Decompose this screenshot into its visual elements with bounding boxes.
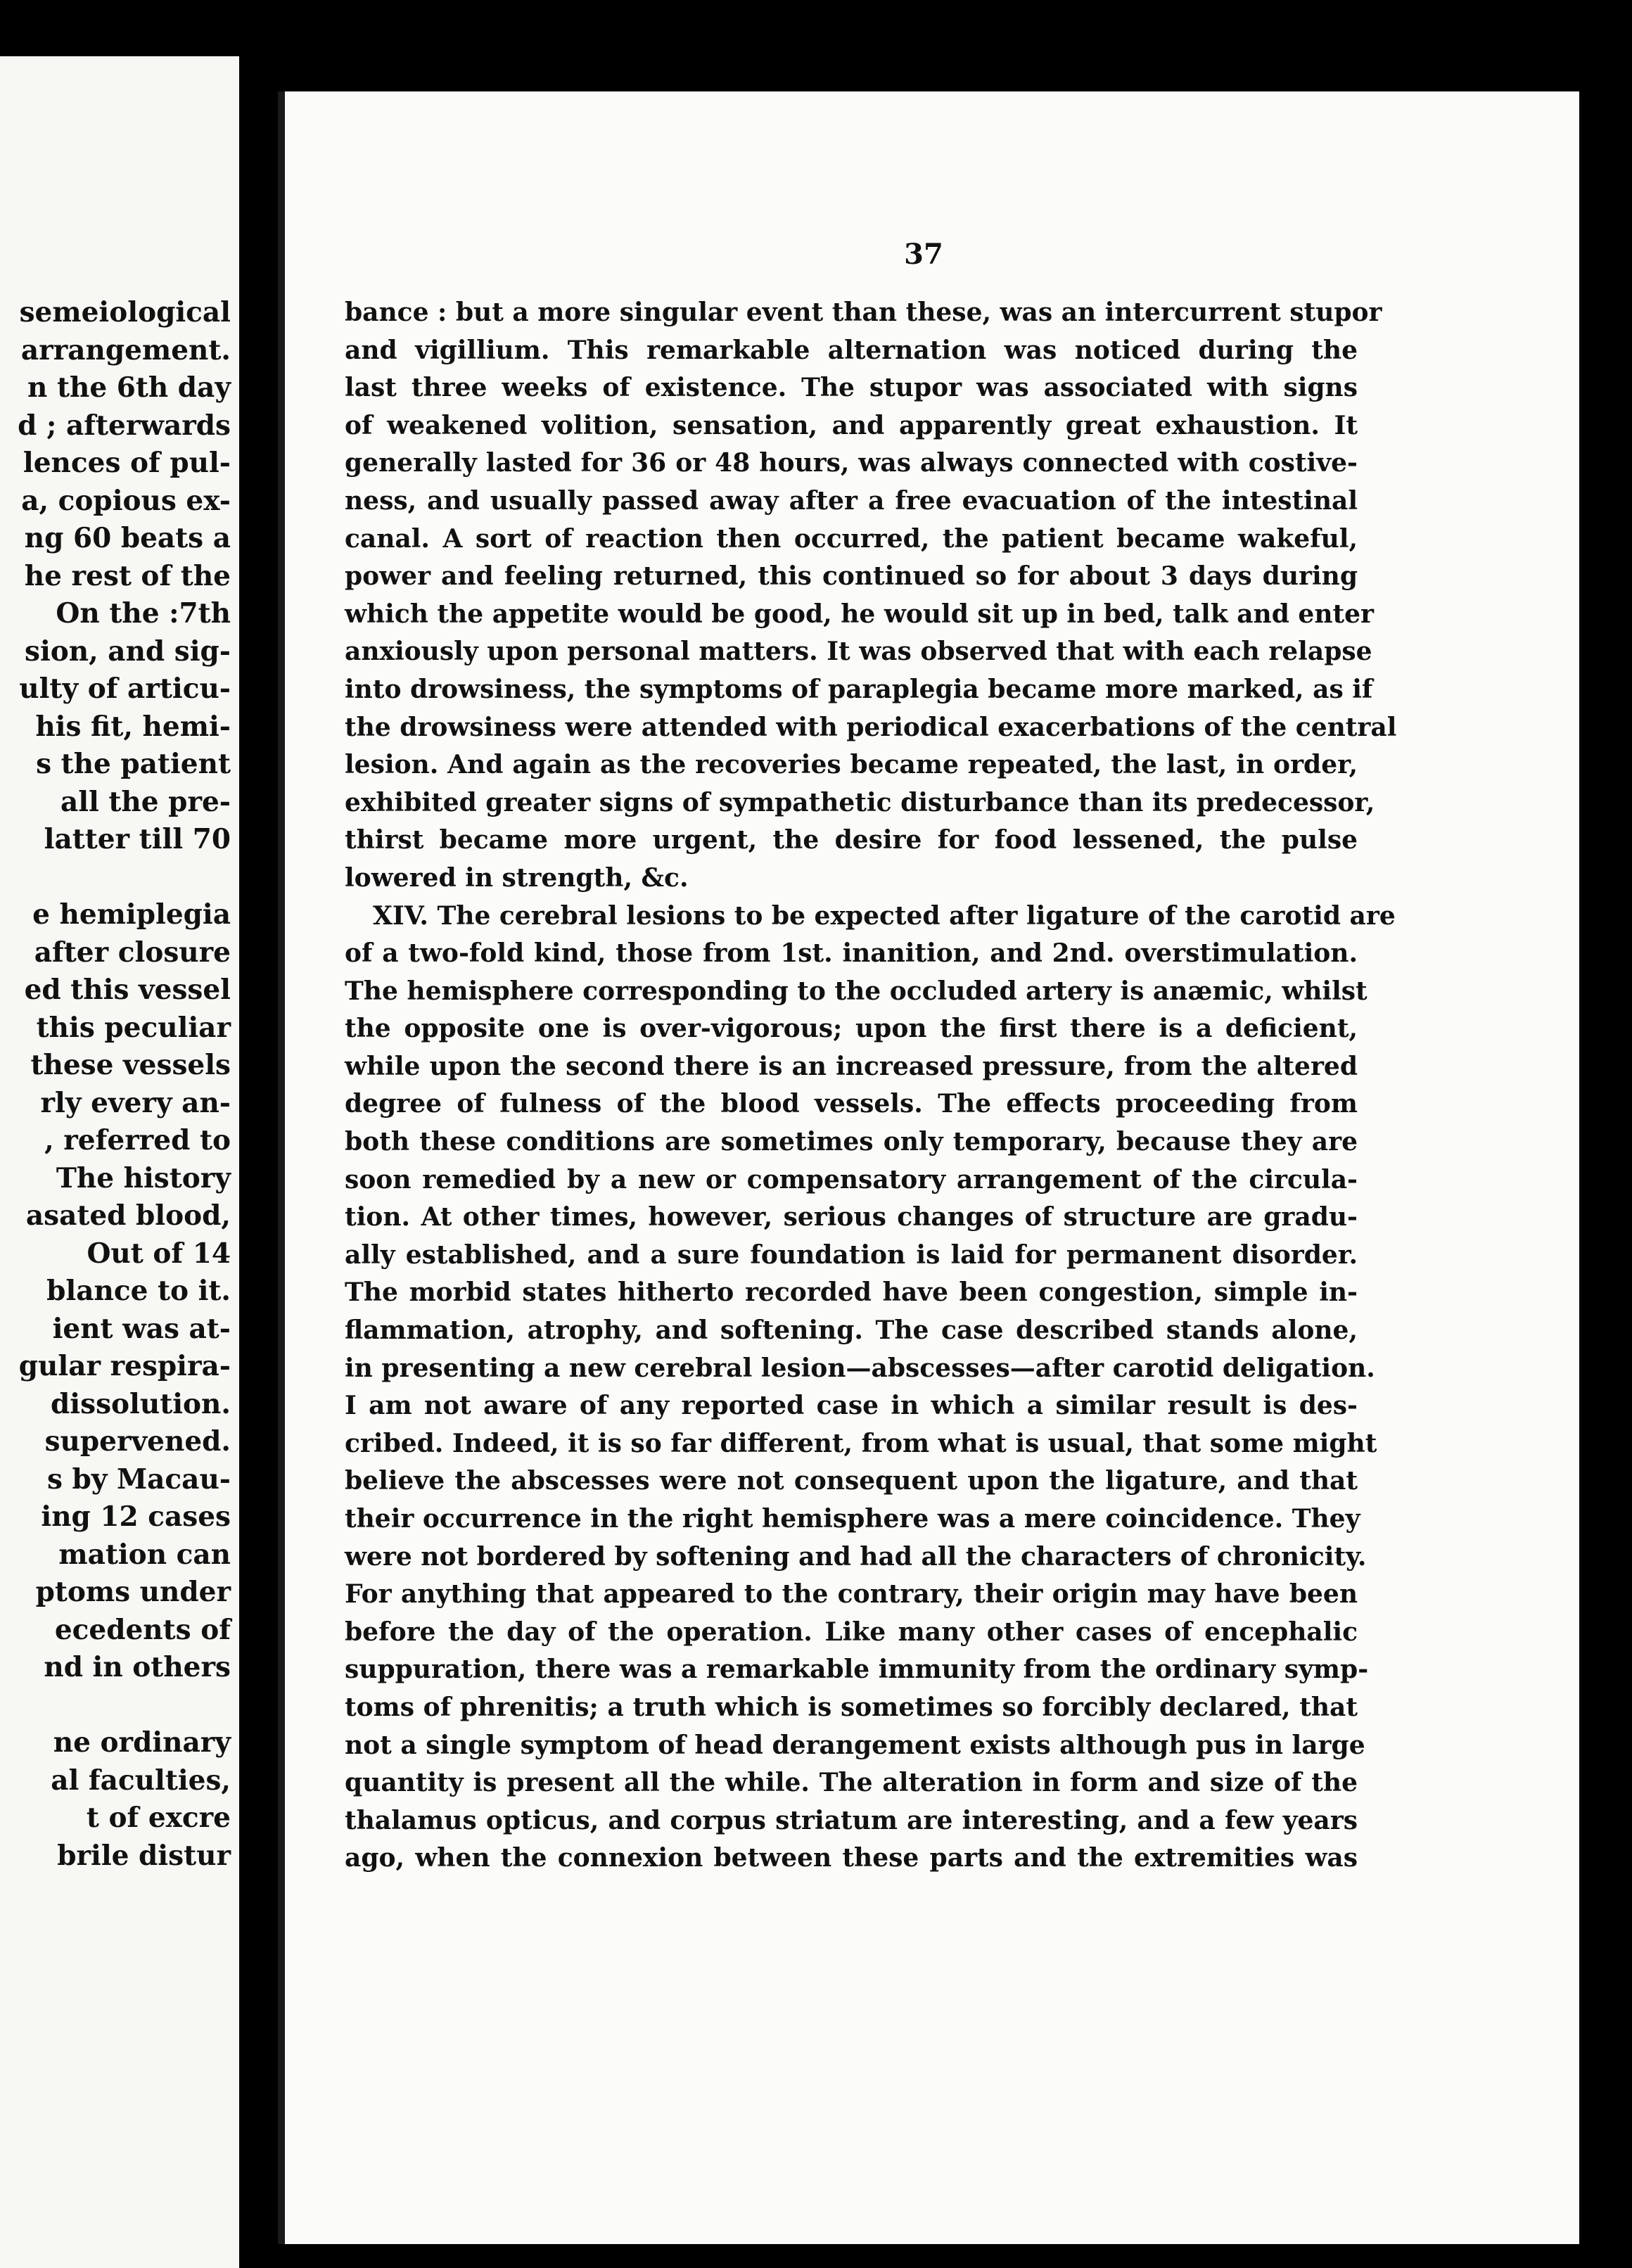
left-page-line: asated blood, <box>25 1199 231 1232</box>
text-line: in presenting a new cerebral lesion—abscesses—after carotid deligation. <box>345 1353 1375 1383</box>
left-page-line: these vessels <box>30 1049 231 1081</box>
text-line: were not bordered by softening and had all the characters of chronicity. <box>345 1541 1367 1572</box>
text-line: degree of fulness of the blood vessels. The effects proceeding from <box>345 1089 1358 1119</box>
text-line: not a single symptom of head derangement exists although pus in large <box>345 1730 1365 1760</box>
left-page-line: ient was at- <box>52 1312 231 1345</box>
left-page-line: nd in others <box>44 1651 231 1683</box>
text-line: both these conditions are sometimes only temporary, because they are <box>345 1127 1358 1157</box>
left-page-line: brile distur <box>57 1839 231 1872</box>
left-page-line: al faculties, <box>51 1764 231 1797</box>
left-page-line: ing 12 cases <box>41 1501 231 1533</box>
text-line: anxiously upon personal matters. It was observed that with each relapse <box>345 637 1372 667</box>
text-line: The morbid states hitherto recorded have been congestion, simple in- <box>345 1278 1358 1308</box>
text-line: The hemisphere corresponding to the occluded artery is anæmic, whilst <box>345 976 1368 1006</box>
left-page-line: after closure <box>34 936 231 969</box>
text-line: the drowsiness were attended with periodical exacerbations of the central <box>345 712 1397 742</box>
text-line: lesion. And again as the recoveries became repeated, the last, in order, <box>345 750 1358 780</box>
left-page-line: arrangement. <box>20 333 231 367</box>
left-page-line: n the 6th day <box>27 371 231 404</box>
text-line: ness, and usually passed away after a free evacuation of the intestinal <box>345 485 1358 516</box>
left-page-line: lences of pul- <box>23 447 231 479</box>
left-page-line: a, copious ex- <box>21 484 231 517</box>
text-line: canal. A sort of reaction then occurred, the patient became wakeful, <box>345 523 1358 554</box>
left-page-line: The history <box>56 1161 231 1194</box>
left-page-line: Out of 14 <box>87 1237 231 1270</box>
left-page-line: dissolution. <box>51 1387 231 1420</box>
left-page-line: e hemiplegia <box>32 898 231 931</box>
left-page-line: t of excre <box>86 1802 231 1834</box>
left-page-line: gular respira- <box>18 1350 231 1382</box>
text-line: their occurrence in the right hemisphere was a mere coincidence. They <box>345 1504 1360 1534</box>
text-line: thirst became more urgent, the desire for food lessened, the pulse <box>345 825 1358 855</box>
left-page-line: On the :7th <box>56 597 231 630</box>
left-page-line: s by Macau- <box>46 1463 231 1496</box>
right-page <box>278 91 1579 2244</box>
text-line: I am not aware of any reported case in which a similar result is des- <box>345 1391 1358 1421</box>
text-line: exhibited greater signs of sympathetic disturbance than its predecessor, <box>345 787 1375 817</box>
text-line: which the appetite would be good, he would sit up in bed, talk and enter <box>345 599 1374 629</box>
text-line: lowered in strength, &c. <box>345 862 689 893</box>
text-line: suppuration, there was a remarkable immunity from the ordinary symp- <box>345 1655 1369 1685</box>
text-line: bance : but a more singular event than these, was an intercurrent stupor <box>345 298 1382 327</box>
left-page-line <box>18 859 231 897</box>
text-line: last three weeks of existence. The stupor was associated with signs <box>345 373 1358 403</box>
text-line: and vigillium. This remarkable alternation was noticed during the <box>345 335 1358 365</box>
left-page-line: , referred to <box>44 1124 231 1157</box>
text-line: of weakened volition, sensation, and apparently great exhaustion. It <box>345 410 1358 440</box>
text-line: into drowsiness, the symptoms of paraplegia became more marked, as if <box>345 674 1373 704</box>
left-page-line: this peculiar <box>36 1011 231 1044</box>
binding-gutter <box>239 42 255 2268</box>
left-page-line: all the pre- <box>60 785 231 818</box>
text-line: flammation, atrophy, and softening. The case described stands alone, <box>345 1315 1358 1346</box>
text-line: ally established, and a sure foundation is laid for permanent disorder. <box>345 1240 1358 1270</box>
text-line: cribed. Indeed, it is so far different, from what is usual, that some might <box>345 1428 1377 1458</box>
text-line: ago, when the connexion between these parts and the extremities was <box>345 1843 1358 1873</box>
text-line: thalamus opticus, and corpus striatum are interesting, and a few years <box>345 1805 1358 1835</box>
text-line: soon remedied by a new or compensatory arrangement of the circula- <box>345 1164 1358 1194</box>
left-page-line: s the patient <box>36 748 231 780</box>
left-page-line: ecedents of <box>54 1613 231 1646</box>
text-line: tion. At other times, however, serious changes of structure are gradu- <box>345 1202 1358 1232</box>
left-page-fragment <box>0 56 246 2268</box>
left-page-line: d ; afterwards <box>18 409 231 442</box>
text-line: power and feeling returned, this continued so for about 3 days during <box>345 561 1358 592</box>
body-text <box>345 294 1397 1878</box>
text-line: XIV. The cerebral lesions to be expected after ligature of the carotid are <box>373 900 1396 931</box>
left-page-text <box>18 294 231 1875</box>
left-page-line: ng 60 beats a <box>24 522 231 554</box>
left-page-line: latter till 70 <box>44 823 231 855</box>
left-page-line: his fit, hemi- <box>35 710 231 743</box>
text-line: believe the abscesses were not consequent upon the ligature, and that <box>345 1466 1358 1496</box>
left-page-line <box>18 1687 231 1725</box>
left-page-line: ne ordinary <box>53 1726 231 1759</box>
left-page-line: sion, and sig- <box>25 635 231 668</box>
text-line: before the day of the operation. Like many other cases of encephalic <box>345 1617 1358 1647</box>
text-line: generally lasted for 36 or 48 hours, was always connected with costive- <box>345 448 1358 478</box>
left-page-line: ulty of articu- <box>19 673 231 705</box>
left-page-line: blance to it. <box>46 1275 231 1307</box>
text-line: toms of phrenitis; a truth which is sometimes so forcibly declared, that <box>345 1692 1358 1722</box>
left-page-line: ptoms under <box>35 1576 231 1608</box>
text-line: of a two-fold kind, those from 1st. inanition, and 2nd. overstimulation. <box>345 938 1358 969</box>
left-page-line: semeiological <box>19 296 231 329</box>
text-line: quantity is present all the while. The alteration in form and size of the <box>345 1768 1358 1798</box>
left-page-line: supervened. <box>44 1425 231 1458</box>
text-line: the opposite one is over-vigorous; upon the first there is a deficient, <box>345 1014 1358 1044</box>
left-page-line: mation can <box>58 1538 231 1571</box>
text-line: For anything that appeared to the contrary, their origin may have been <box>345 1579 1358 1610</box>
left-page-line: rly every an- <box>40 1086 231 1119</box>
left-page-line: ed this vessel <box>24 974 231 1006</box>
text-line: while upon the second there is an increased pressure, from the altered <box>345 1051 1358 1081</box>
left-page-line: he rest of the <box>24 559 231 592</box>
page-number: 37 <box>904 238 943 271</box>
